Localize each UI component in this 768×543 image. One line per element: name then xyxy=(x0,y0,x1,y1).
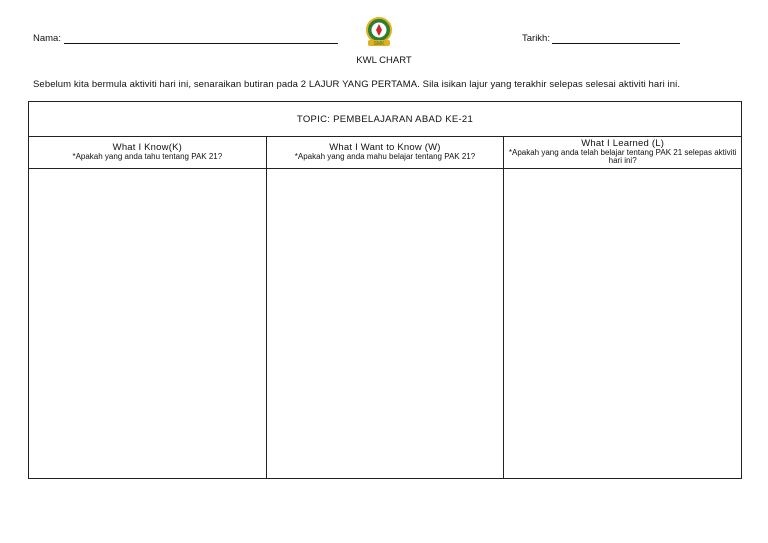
date-field-line[interactable] xyxy=(552,43,680,44)
column-title: What I Want to Know (W) xyxy=(329,142,441,154)
column-header-learned xyxy=(504,137,742,169)
learned-answer-area[interactable] xyxy=(504,169,742,479)
column-subtitle: *Apakah yang anda telah belajar tentang PAK 21 selepas aktiviti hari ini? xyxy=(508,148,737,166)
column-subtitle: *Apakah yang anda mahu belajar tentang PAK 21? xyxy=(294,152,476,162)
name-label: Nama: xyxy=(33,33,61,44)
kwl-table xyxy=(28,101,742,479)
column-subtitle: *Apakah yang anda tahu tentang PAK 21? xyxy=(72,152,223,162)
chart-title: KWL CHART xyxy=(356,55,412,66)
column-title: What I Know(K) xyxy=(112,142,182,154)
school-crest-icon xyxy=(363,16,395,48)
column-header-know xyxy=(29,137,267,169)
want-answer-area[interactable] xyxy=(266,169,504,479)
column-header-want xyxy=(266,137,504,169)
svg-text:SMK: SMK xyxy=(373,41,385,47)
topic-cell: TOPIC: PEMBELAJARAN ABAD KE-21 xyxy=(29,102,742,137)
know-answer-area[interactable] xyxy=(29,169,267,479)
date-label: Tarikh: xyxy=(522,33,550,44)
instruction-text: Sebelum kita bermula aktiviti hari ini, senaraikan butiran pada 2 LAJUR YANG PERTAMA. Sila isikan lajur yang terakhir selepas selesai aktiviti hari ini. xyxy=(33,79,681,90)
name-field-line[interactable] xyxy=(64,43,338,44)
column-title: What I Learned (L) xyxy=(581,138,665,150)
